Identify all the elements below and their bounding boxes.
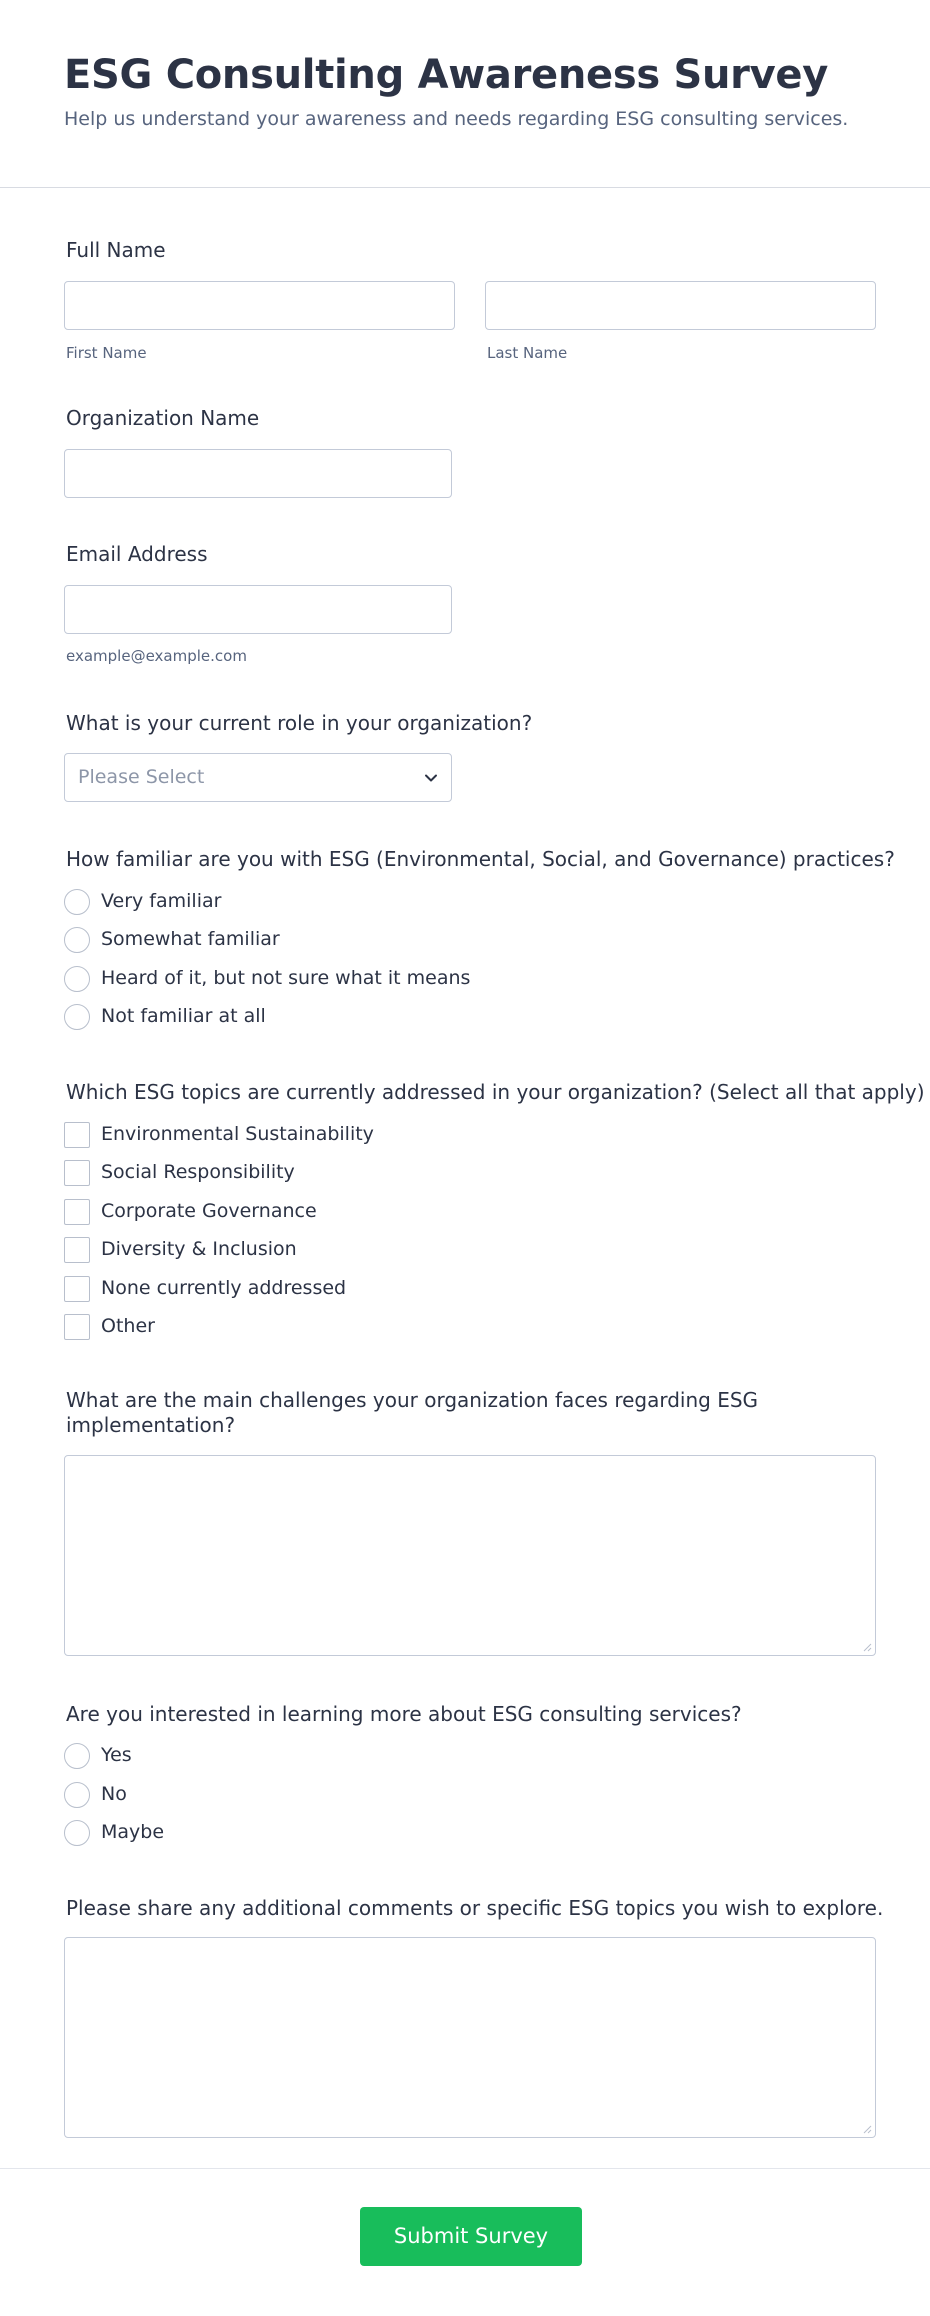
- option-label: No: [101, 1783, 127, 1805]
- organization-input[interactable]: [64, 449, 452, 498]
- challenges-label-line1: What are the main challenges your organization faces regarding ESG: [66, 1388, 759, 1412]
- radio-button[interactable]: [64, 1743, 90, 1769]
- comments-textarea[interactable]: [64, 1937, 876, 2138]
- checkbox[interactable]: [64, 1199, 90, 1225]
- familiarity-label: How familiar are you with ESG (Environmental, Social, and Governance) practices?: [66, 847, 895, 871]
- resize-handle-icon[interactable]: [862, 1642, 872, 1652]
- radio-button[interactable]: [64, 1820, 90, 1846]
- last-name-sublabel: Last Name: [487, 344, 568, 362]
- checkbox[interactable]: [64, 1276, 90, 1302]
- first-name-sublabel: First Name: [66, 344, 147, 362]
- option-label: Yes: [101, 1744, 132, 1766]
- form-subtitle: Help us understand your awareness and needs regarding ESG consulting services.: [64, 108, 849, 130]
- option-label: Heard of it, but not sure what it means: [101, 967, 471, 989]
- form-title: ESG Consulting Awareness Survey: [64, 52, 828, 98]
- challenges-label-line2: implementation?: [66, 1413, 236, 1437]
- email-input[interactable]: [64, 585, 452, 634]
- radio-button[interactable]: [64, 927, 90, 953]
- role-label: What is your current role in your organization?: [66, 711, 533, 735]
- radio-button[interactable]: [64, 1782, 90, 1808]
- role-select-value: Please Select: [78, 766, 205, 788]
- email-sublabel: example@example.com: [66, 647, 247, 665]
- full-name-label: Full Name: [66, 238, 166, 262]
- resize-handle-icon[interactable]: [862, 2124, 872, 2134]
- checkbox[interactable]: [64, 1122, 90, 1148]
- option-label: Diversity & Inclusion: [101, 1238, 297, 1260]
- option-label: None currently addressed: [101, 1277, 347, 1299]
- option-label: Somewhat familiar: [101, 928, 280, 950]
- email-label: Email Address: [66, 542, 208, 566]
- last-name-input[interactable]: [485, 281, 876, 330]
- form-header: [0, 0, 930, 188]
- option-label: Corporate Governance: [101, 1200, 317, 1222]
- radio-button[interactable]: [64, 966, 90, 992]
- checkbox[interactable]: [64, 1314, 90, 1340]
- interest-label: Are you interested in learning more about ESG consulting services?: [66, 1702, 742, 1726]
- checkbox[interactable]: [64, 1160, 90, 1186]
- first-name-input[interactable]: [64, 281, 455, 330]
- checkbox[interactable]: [64, 1237, 90, 1263]
- option-label: Not familiar at all: [101, 1005, 266, 1027]
- radio-button[interactable]: [64, 889, 90, 915]
- comments-label: Please share any additional comments or specific ESG topics you wish to explore.: [66, 1896, 884, 1920]
- radio-button[interactable]: [64, 1004, 90, 1030]
- topics-label: Which ESG topics are currently addressed in your organization? (Select all that apply): [66, 1080, 925, 1104]
- option-label: Very familiar: [101, 890, 222, 912]
- submit-button[interactable]: Submit Survey: [360, 2207, 582, 2266]
- role-select[interactable]: [64, 753, 452, 802]
- option-label: Other: [101, 1315, 155, 1337]
- challenges-textarea[interactable]: [64, 1455, 876, 1656]
- organization-label: Organization Name: [66, 406, 260, 430]
- chevron-down-icon: [423, 770, 439, 786]
- option-label: Maybe: [101, 1821, 165, 1843]
- option-label: Social Responsibility: [101, 1161, 295, 1183]
- option-label: Environmental Sustainability: [101, 1123, 374, 1145]
